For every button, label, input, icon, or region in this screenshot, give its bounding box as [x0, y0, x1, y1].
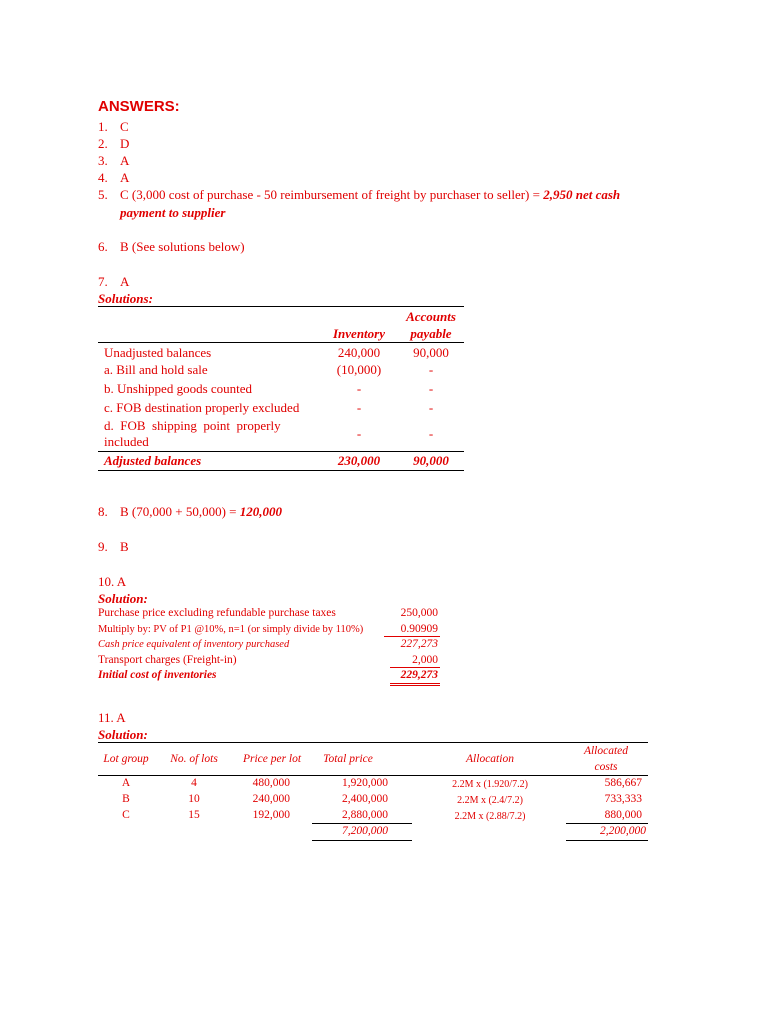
- q7-row-label: Unadjusted balances: [104, 345, 212, 360]
- q11-row-allocation: 2.2M x (2.88/7.2): [454, 811, 526, 822]
- q7-row-label: c. FOB destination properly excluded: [104, 400, 300, 415]
- q10-total-label: Initial cost of inventories: [98, 669, 217, 681]
- q7-table-bottom-rule: [98, 470, 464, 471]
- q11-allocated-bottom-rule: [566, 840, 648, 841]
- q7-row-payable: -: [428, 362, 434, 377]
- q11-header-costs: costs: [594, 761, 618, 773]
- q7-row-label: d. FOB shipping point properly: [104, 418, 281, 433]
- q11-header-total-price: Total price: [323, 753, 373, 765]
- q10-row-label: Cash price equivalent of inventory purchased: [98, 639, 290, 650]
- q7-row-inventory: -: [356, 381, 362, 396]
- q11-row-lots: 10: [188, 793, 200, 805]
- q7-total-inventory: 230,000: [337, 453, 381, 468]
- q11-total-price-bottom-rule: [312, 840, 412, 841]
- q7-total-payable: 90,000: [413, 453, 449, 468]
- q7-row-label: b. Unshipped goods counted: [104, 381, 253, 396]
- q11-row-total: 2,400,000: [342, 793, 388, 805]
- q10-double-rule-2: [390, 685, 440, 686]
- q11-row-total: 2,880,000: [342, 809, 388, 821]
- q7-row-label-continued: included: [104, 434, 149, 449]
- q7-row-inventory: (10,000): [336, 362, 382, 377]
- q7-header-payable: payable: [410, 326, 452, 341]
- q11-row-price: 480,000: [252, 777, 290, 789]
- q11-header-allocated: Allocated: [583, 745, 629, 757]
- q10-double-rule-1: [390, 683, 440, 684]
- q11-row-allocation: 2.2M x (2.4/7.2): [457, 795, 523, 806]
- q7-row-inventory: -: [356, 426, 362, 441]
- q7-row-inventory: 240,000: [337, 345, 381, 360]
- q11-header-lot-group: Lot group: [103, 753, 149, 765]
- q10-heading: 10. A: [98, 574, 127, 589]
- q11-row-cost: 880,000: [604, 809, 642, 821]
- answer-1: 1. C: [98, 119, 129, 134]
- q7-row-payable: 90,000: [413, 345, 449, 360]
- q10-total-value: 229,273: [400, 669, 438, 681]
- q11-row-allocation: 2.2M x (1.920/7.2): [452, 779, 528, 790]
- answer-9: 9. B: [98, 539, 129, 554]
- q11-row-group: A: [121, 777, 131, 789]
- q10-solution-label: Solution:: [98, 591, 148, 606]
- answer-7: 7. A: [98, 274, 130, 289]
- q11-row-total: 1,920,000: [342, 777, 388, 789]
- q7-row-payable: -: [428, 381, 434, 396]
- q7-table-top-rule: [98, 306, 464, 307]
- q10-row-value: 0.90909: [400, 623, 438, 635]
- q10-row-label: Transport charges (Freight-in): [98, 654, 237, 666]
- q11-table-top-rule: [98, 742, 648, 743]
- answer-3: 3. A: [98, 153, 130, 168]
- q10-row-label: Purchase price excluding refundable purchase taxes: [98, 607, 336, 619]
- answer-5-continued: payment to supplier: [120, 205, 226, 220]
- answer-2: 2. D: [98, 136, 130, 151]
- q11-header-price-per-lot: Price per lot: [242, 753, 302, 765]
- q10-row-value: 2,000: [412, 654, 438, 666]
- q11-row-price: 240,000: [252, 793, 290, 805]
- q7-header-inventory: Inventory: [333, 326, 385, 341]
- q7-row-inventory: -: [356, 400, 362, 415]
- q11-heading: 11. A: [98, 710, 126, 725]
- q11-header-no-lots: No. of lots: [170, 753, 218, 765]
- q7-header-accounts: Accounts: [406, 309, 456, 324]
- q11-solution-label: Solution:: [98, 727, 148, 742]
- answer-4: 4. A: [98, 170, 130, 185]
- q11-row-cost: 586,667: [604, 777, 642, 789]
- answer-6: 6. B (See solutions below): [98, 239, 245, 254]
- q11-row-group: B: [122, 793, 130, 805]
- q10-row-label: Multiply by: PV of P1 @10%, n=1 (or simply divide by 110%): [98, 624, 364, 635]
- answer-8: 8. B (70,000 + 50,000) = 120,000: [98, 504, 282, 519]
- q11-total-price: 7,200,000: [342, 825, 388, 837]
- q7-solutions-label: Solutions:: [98, 291, 153, 306]
- q7-header-rule: [98, 342, 464, 343]
- q11-total-allocated: 2,200,000: [600, 825, 646, 837]
- q11-header-allocation: Allocation: [466, 753, 514, 765]
- answer-5: 5. C (3,000 cost of purchase - 50 reimbursement of freight by purchaser to seller) = 2,950 net cash: [98, 187, 621, 202]
- q11-row-lots: 15: [188, 809, 200, 821]
- q11-row-group: C: [122, 809, 130, 821]
- q11-row-price: 192,000: [252, 809, 290, 821]
- q7-row-payable: -: [428, 426, 434, 441]
- q10-row-value: 227,273: [400, 638, 438, 650]
- q7-row-payable: -: [428, 400, 434, 415]
- q7-row-label: a. Bill and hold sale: [104, 362, 208, 377]
- q7-total-label: Adjusted balances: [104, 453, 202, 468]
- answers-title: ANSWERS:: [98, 98, 180, 115]
- q11-row-lots: 4: [191, 777, 197, 789]
- q11-row-cost: 733,333: [604, 793, 642, 805]
- q10-row-value: 250,000: [400, 607, 438, 619]
